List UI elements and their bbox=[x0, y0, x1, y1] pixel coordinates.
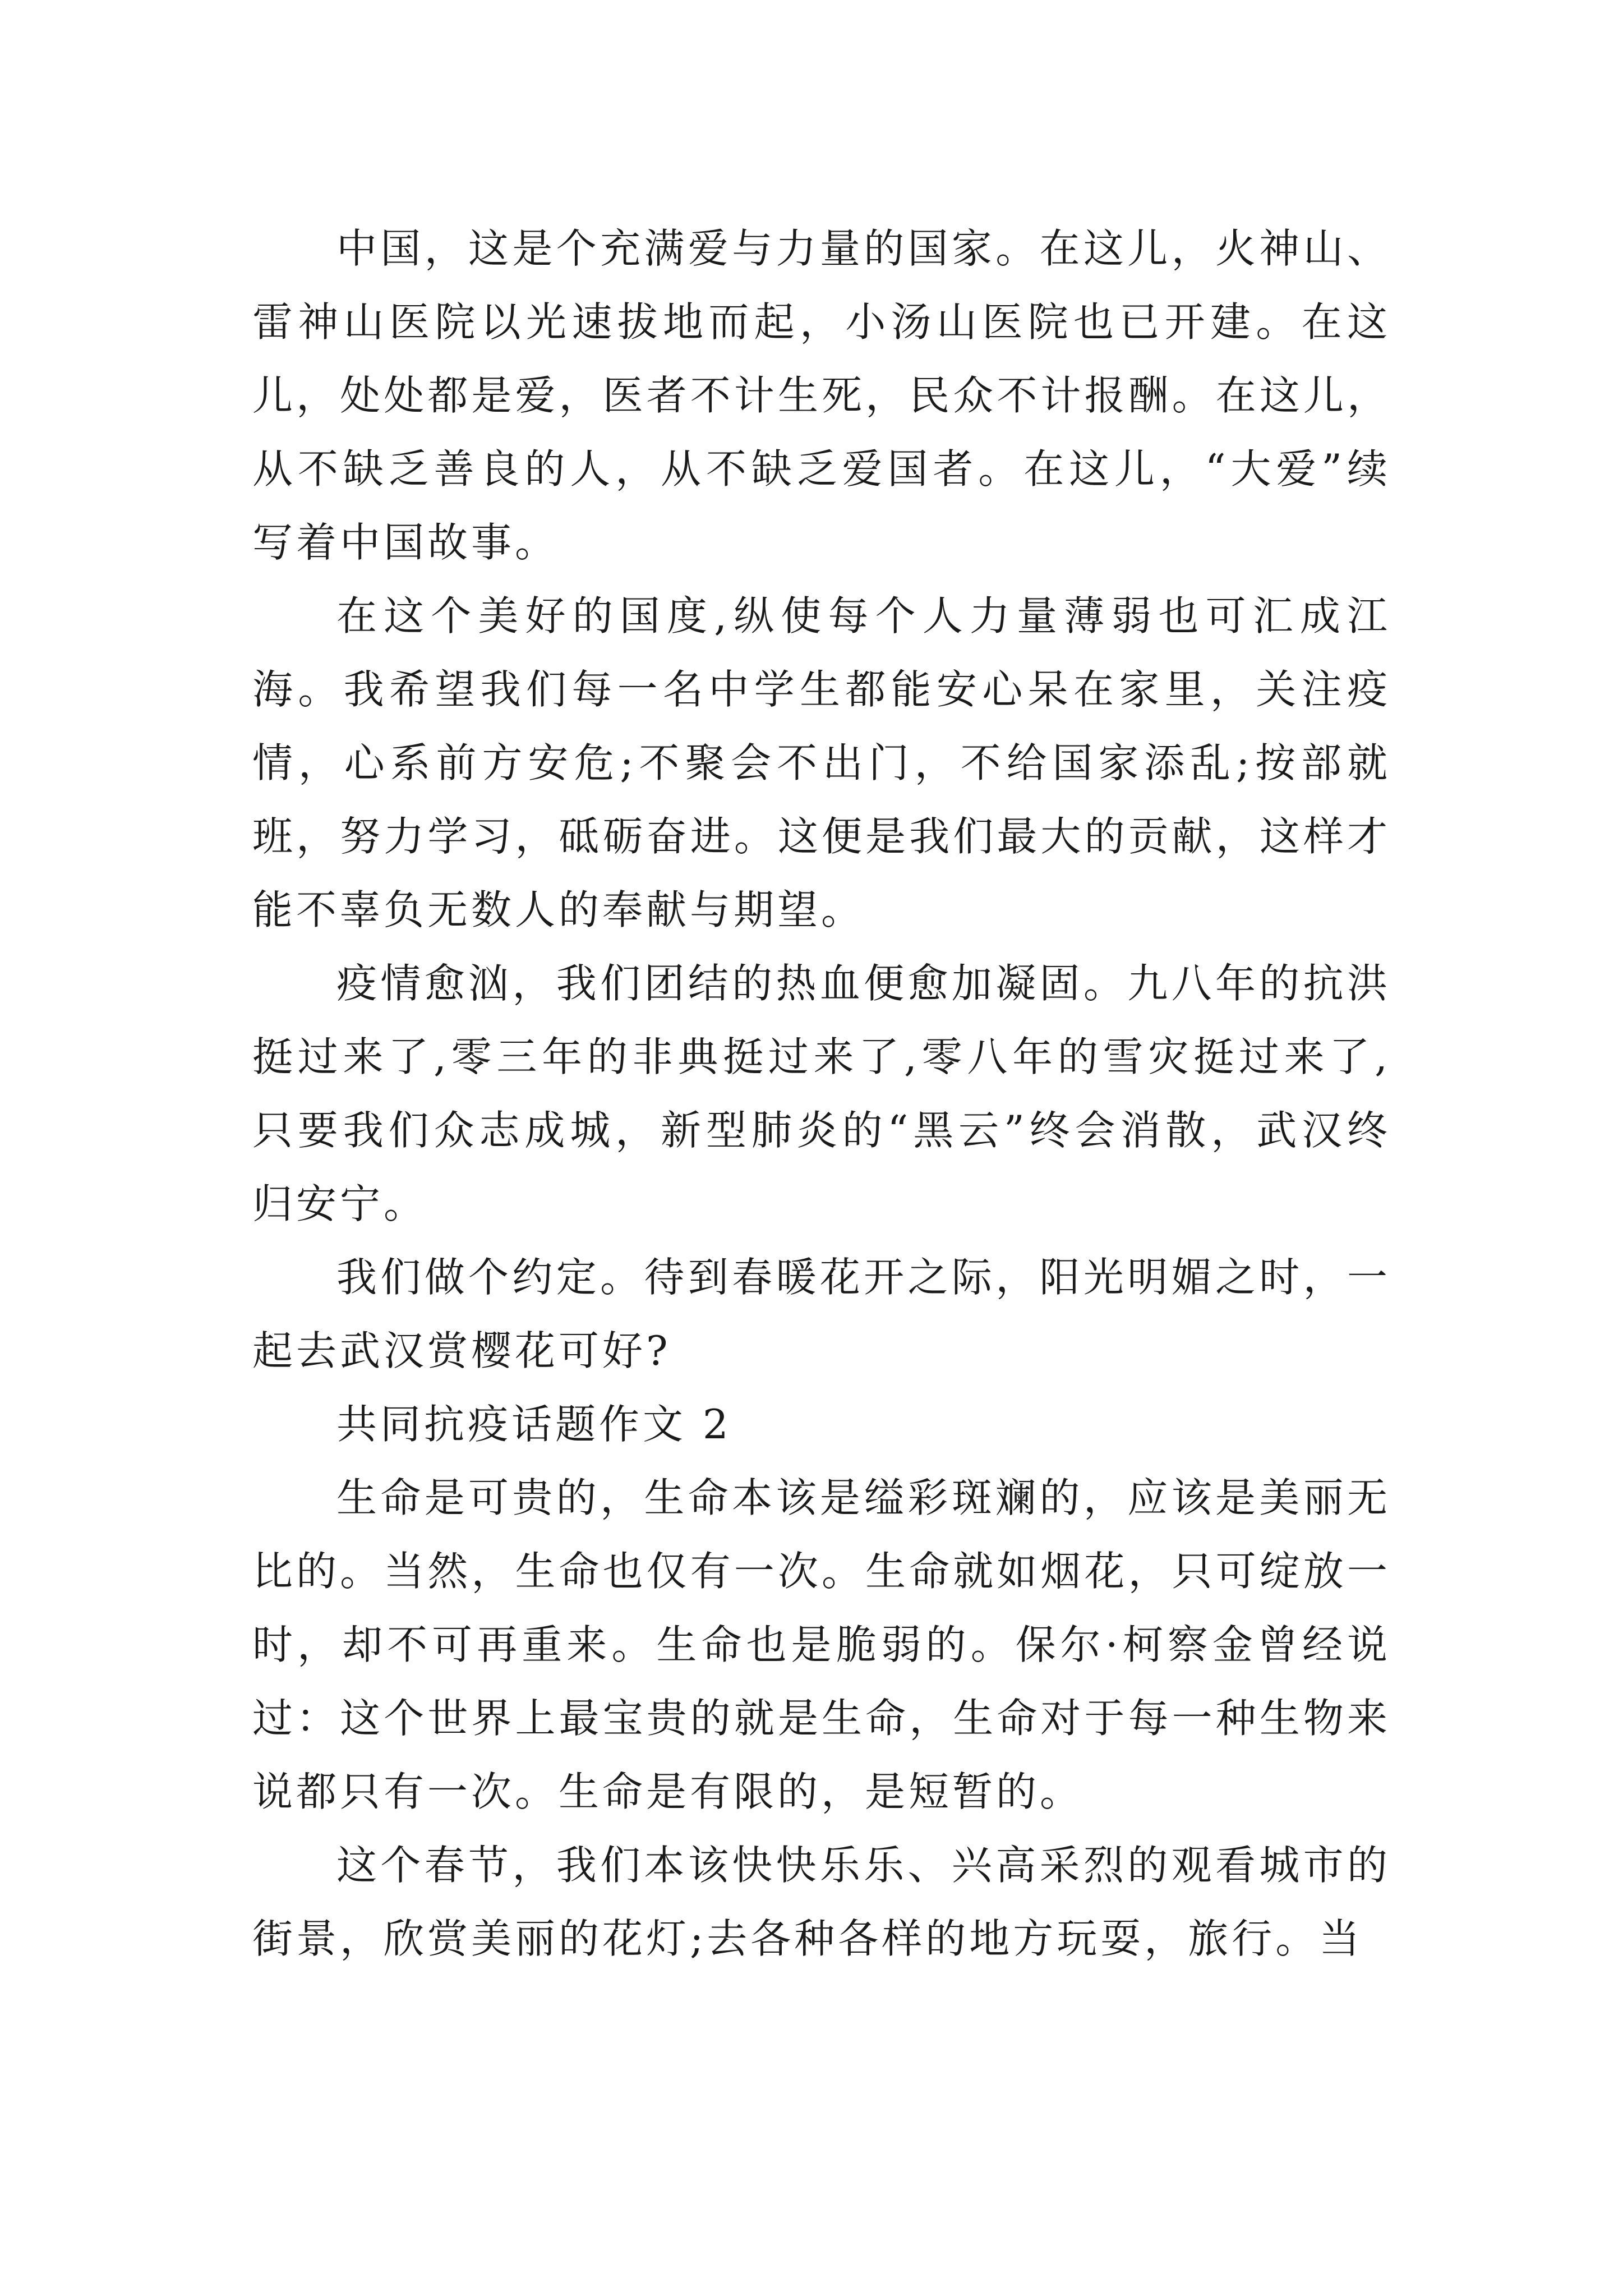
paragraph-china-love: 中国，这是个充满爱与力量的国家。在这儿，火神山、雷神山医院以光速拔地而起，小汤山医院也已开建。在这儿，处处都是爱，医者不计生死，民众不计报酬。在这儿，从不缺乏善良的人，从不缺乏爱国者。在这儿，“大爱”续写着中国故事。 bbox=[252, 225, 1391, 566]
essay-heading: 共同抗疫话题作文 2 bbox=[336, 1401, 732, 1448]
paragraph-unity: 疫情愈汹，我们团结的热血便愈加凝固。九八年的抗洪挺过来了,零三年的非典挺过来了,零八年的雪灾挺过来了,只要我们众志成城，新型肺炎的“黑云”终会消散，武汉终归安宁。 bbox=[252, 960, 1391, 1227]
paragraph-life-precious: 生命是可贵的，生命本该是缢彩斑斓的，应该是美丽无比的。当然，生命也仅有一次。生命就如烟花，只可绽放一时，却不可再重来。生命也是脆弱的。保尔·柯察金曾经说过：这个世界上最宝贵的就是生命，生命对于每一种生物来说都只有一次。生命是有限的，是短暂的。 bbox=[252, 1474, 1391, 1815]
paragraph-beautiful-country: 在这个美好的国度,纵使每个人力量薄弱也可汇成江海。我希望我们每一名中学生都能安心呆在家里，关注疫情，心系前方安危;不聚会不出门，不给国家添乱;按部就班，努力学习，砥砺奋进。这便是我们最大的贡献，这样才能不辜负无数人的奉献与期望。 bbox=[252, 592, 1391, 933]
document-body bbox=[252, 212, 1391, 1976]
paragraph-spring-festival: 这个春节，我们本该快快乐乐、兴高采烈的观看城市的街景，欣赏美丽的花灯;去各种各样的地方玩耍，旅行。当 bbox=[252, 1842, 1391, 1962]
paragraph-promise: 我们做个约定。待到春暖花开之际，阳光明媚之时，一起去武汉赏樱花可好? bbox=[252, 1254, 1391, 1374]
